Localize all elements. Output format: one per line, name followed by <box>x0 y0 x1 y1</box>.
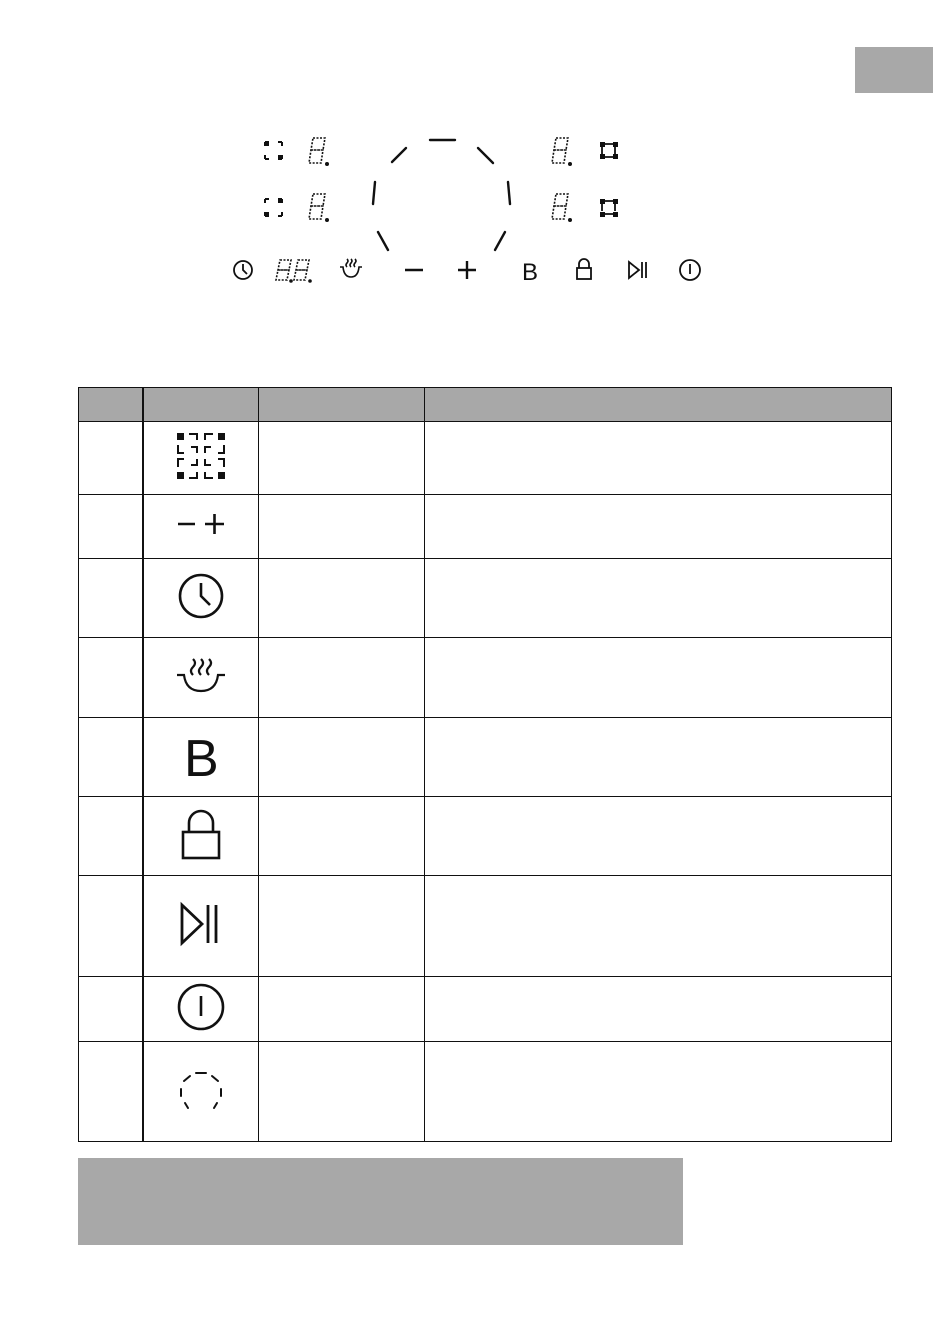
table-row <box>79 495 892 559</box>
row-symbol <box>143 876 259 977</box>
control-panel-illustration <box>0 0 933 320</box>
table-row <box>79 718 892 797</box>
row-symbol <box>143 977 259 1042</box>
header-name <box>259 388 425 422</box>
row-description <box>425 638 892 718</box>
row-number <box>79 797 143 876</box>
row-number <box>79 1042 143 1142</box>
row-symbol <box>143 638 259 718</box>
cooking-zone-selector-icon <box>175 431 227 481</box>
row-name <box>259 559 425 638</box>
row-description <box>425 422 892 495</box>
row-name <box>259 1042 425 1142</box>
row-number <box>79 876 143 977</box>
row-description <box>425 876 892 977</box>
row-name <box>259 876 425 977</box>
slider-ring[interactable] <box>373 140 510 250</box>
timer-icon[interactable] <box>234 261 252 279</box>
row-symbol <box>143 1042 259 1142</box>
boost-icon[interactable]: B <box>522 259 539 286</box>
controls-table <box>78 387 892 1142</box>
row-description <box>425 977 892 1042</box>
row-number <box>79 977 143 1042</box>
keep-warm-icon <box>173 655 229 695</box>
pause-play-icon[interactable] <box>629 262 646 278</box>
table-row <box>79 422 892 495</box>
table-header-row <box>79 388 892 422</box>
svg-text:B: B <box>183 729 219 782</box>
lock-icon[interactable] <box>577 259 591 279</box>
boost-icon <box>176 728 226 782</box>
control-panel-svg <box>0 0 933 320</box>
power-icon[interactable] <box>680 260 700 280</box>
table-row <box>79 977 892 1042</box>
power-icon <box>175 981 227 1033</box>
row-name <box>259 797 425 876</box>
plus-icon[interactable] <box>458 261 476 279</box>
row-name <box>259 718 425 797</box>
row-symbol <box>143 495 259 559</box>
timer-icon <box>176 571 226 621</box>
row-symbol <box>143 422 259 495</box>
header-symbol <box>143 388 259 422</box>
header-description <box>425 388 892 422</box>
row-number <box>79 495 143 559</box>
note-box <box>78 1158 683 1245</box>
row-name <box>259 638 425 718</box>
row-name <box>259 495 425 559</box>
header-number <box>79 388 143 422</box>
row-description <box>425 559 892 638</box>
row-symbol <box>143 559 259 638</box>
table-row <box>79 638 892 718</box>
table-row <box>79 876 892 977</box>
table-row <box>79 797 892 876</box>
pause-play-icon <box>178 901 224 947</box>
row-symbol <box>143 797 259 876</box>
row-description <box>425 718 892 797</box>
row-name <box>259 977 425 1042</box>
row-number <box>79 638 143 718</box>
lock-icon <box>179 808 223 860</box>
keep-warm-icon[interactable] <box>340 259 362 277</box>
row-description <box>425 1042 892 1142</box>
row-name <box>259 422 425 495</box>
row-number <box>79 718 143 797</box>
row-number <box>79 422 143 495</box>
row-symbol <box>143 718 259 797</box>
minus-plus-icon <box>175 509 227 539</box>
row-number <box>79 559 143 638</box>
table-row <box>79 1042 892 1142</box>
zone-indicator-icon <box>265 142 282 216</box>
slider-ring-icon <box>175 1067 227 1111</box>
row-description <box>425 495 892 559</box>
table-row <box>79 559 892 638</box>
row-description <box>425 797 892 876</box>
